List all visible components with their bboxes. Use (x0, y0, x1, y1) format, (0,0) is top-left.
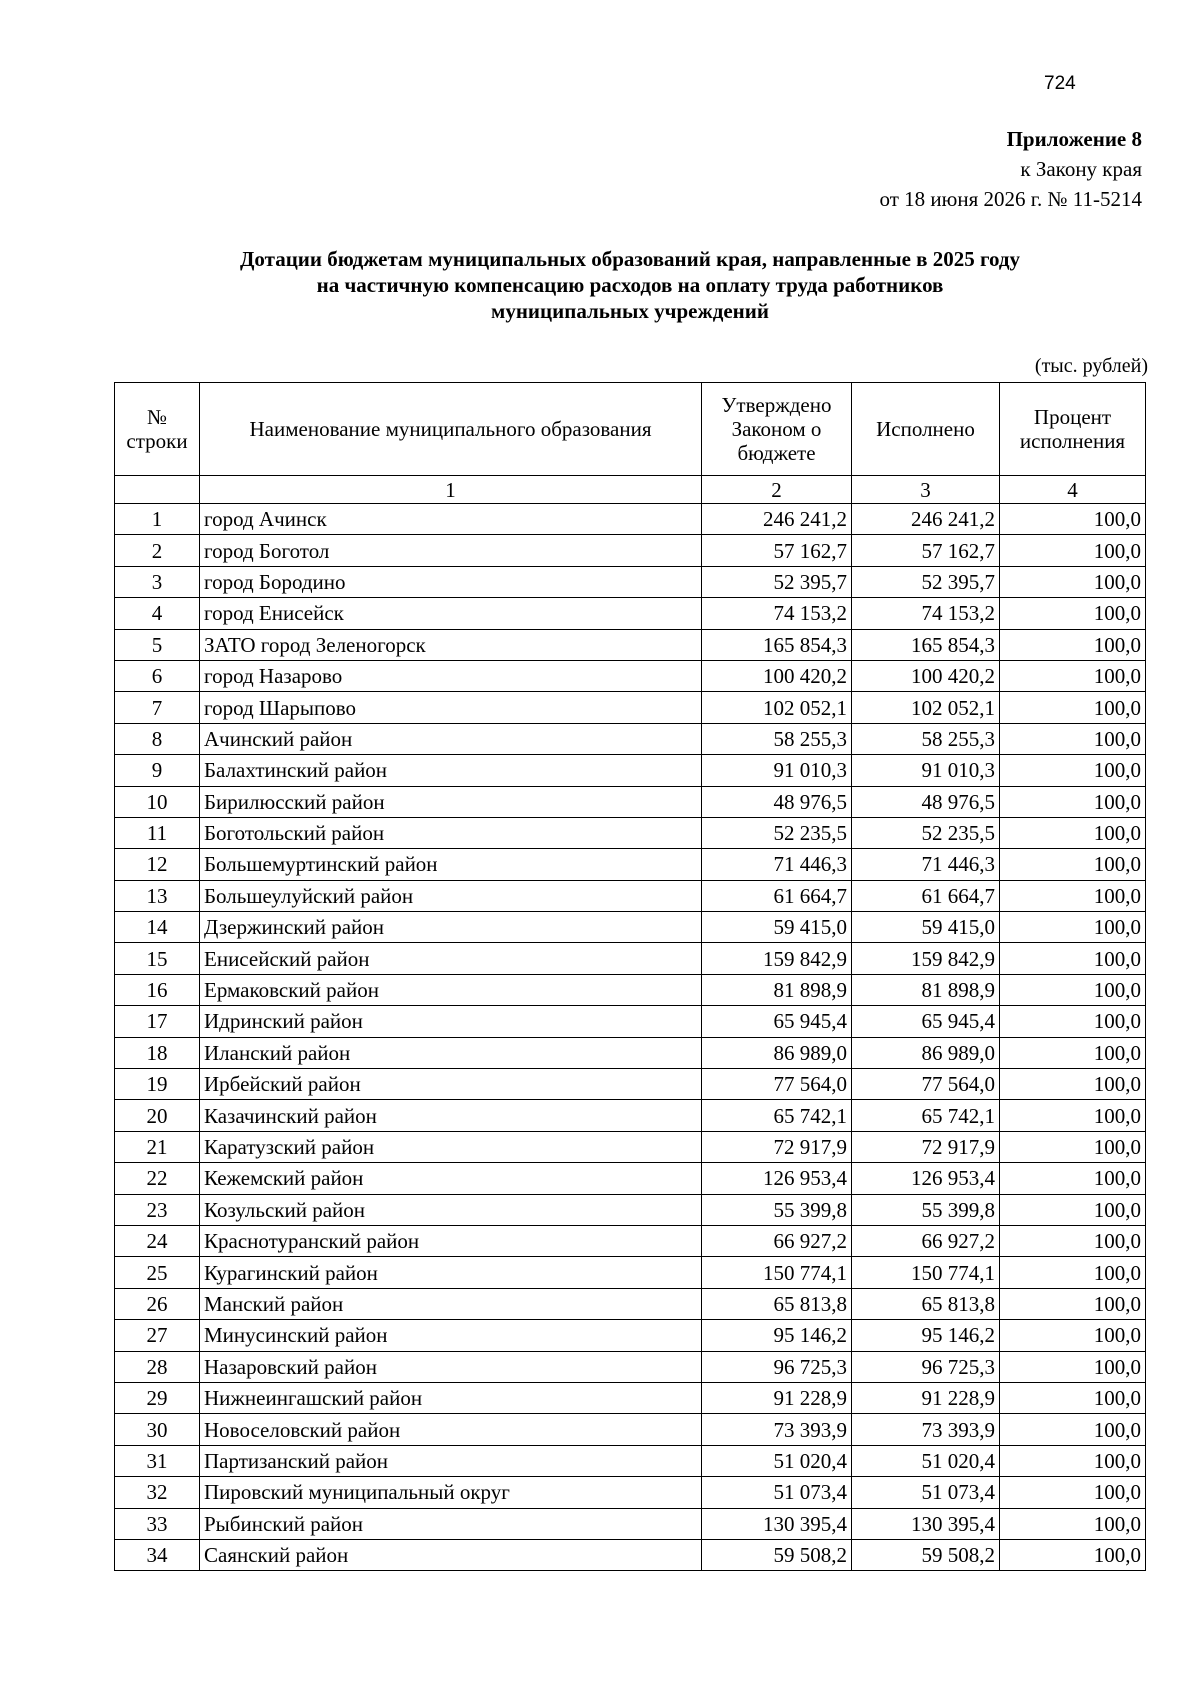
cell-approved: 102 052,1 (702, 692, 852, 723)
cell-municipality-name: Ирбейский район (200, 1069, 702, 1100)
table-row (115, 535, 1146, 566)
cell-executed: 72 917,9 (852, 1131, 1000, 1162)
appendix-law-reference: к Закону края (1020, 157, 1142, 181)
cell-executed: 86 989,0 (852, 1037, 1000, 1068)
cell-row-number: 7 (115, 692, 200, 723)
cell-row-number: 25 (115, 1257, 200, 1288)
cell-percent: 100,0 (1000, 1131, 1146, 1162)
cell-row-number: 32 (115, 1477, 200, 1508)
appendix-block (880, 124, 1142, 214)
units-label: (тыс. рублей) (1034, 355, 1148, 377)
cell-municipality-name: Партизанский район (200, 1445, 702, 1476)
cell-approved: 65 945,4 (702, 1006, 852, 1037)
column-index: 2 (702, 476, 852, 504)
header-row-number: № строки (115, 383, 200, 476)
cell-row-number: 9 (115, 755, 200, 786)
cell-percent: 100,0 (1000, 1414, 1146, 1445)
cell-municipality-name: Балахтинский район (200, 755, 702, 786)
cell-row-number: 30 (115, 1414, 200, 1445)
table-row (115, 1194, 1146, 1225)
cell-approved: 51 073,4 (702, 1477, 852, 1508)
cell-percent: 100,0 (1000, 1225, 1146, 1256)
cell-municipality-name: город Ачинск (200, 504, 702, 535)
cell-municipality-name: Бирилюсский район (200, 786, 702, 817)
cell-municipality-name: город Боготол (200, 535, 702, 566)
cell-approved: 91 010,3 (702, 755, 852, 786)
cell-municipality-name: Енисейский район (200, 943, 702, 974)
cell-municipality-name: Большемуртинский район (200, 849, 702, 880)
cell-executed: 48 976,5 (852, 786, 1000, 817)
column-index: 1 (200, 476, 702, 504)
cell-percent: 100,0 (1000, 1100, 1146, 1131)
cell-executed: 91 010,3 (852, 755, 1000, 786)
cell-percent: 100,0 (1000, 1069, 1146, 1100)
table-row (115, 598, 1146, 629)
cell-row-number: 29 (115, 1382, 200, 1413)
column-index-empty (115, 476, 200, 504)
table-row (115, 1508, 1146, 1539)
cell-approved: 58 255,3 (702, 723, 852, 754)
cell-municipality-name: Ермаковский район (200, 974, 702, 1005)
cell-executed: 52 395,7 (852, 566, 1000, 597)
cell-municipality-name: Казачинский район (200, 1100, 702, 1131)
cell-municipality-name: Дзержинский район (200, 912, 702, 943)
cell-municipality-name: Краснотуранский район (200, 1225, 702, 1256)
cell-percent: 100,0 (1000, 504, 1146, 535)
cell-row-number: 2 (115, 535, 200, 566)
table-row (115, 692, 1146, 723)
table-row (115, 566, 1146, 597)
cell-row-number: 18 (115, 1037, 200, 1068)
table-row (115, 755, 1146, 786)
cell-percent: 100,0 (1000, 660, 1146, 691)
cell-municipality-name: город Бородино (200, 566, 702, 597)
cell-row-number: 26 (115, 1288, 200, 1319)
cell-row-number: 21 (115, 1131, 200, 1162)
cell-approved: 74 153,2 (702, 598, 852, 629)
table-row (115, 1069, 1146, 1100)
cell-approved: 165 854,3 (702, 629, 852, 660)
table-row (115, 1037, 1146, 1068)
cell-percent: 100,0 (1000, 974, 1146, 1005)
document-title-line: на частичную компенсацию расходов на оплату труда работников (316, 273, 944, 297)
cell-row-number: 20 (115, 1100, 200, 1131)
cell-percent: 100,0 (1000, 566, 1146, 597)
cell-row-number: 4 (115, 598, 200, 629)
cell-executed: 130 395,4 (852, 1508, 1000, 1539)
cell-approved: 150 774,1 (702, 1257, 852, 1288)
cell-row-number: 17 (115, 1006, 200, 1037)
cell-row-number: 15 (115, 943, 200, 974)
cell-executed: 159 842,9 (852, 943, 1000, 974)
cell-approved: 95 146,2 (702, 1320, 852, 1351)
cell-municipality-name: Пировский муниципальный округ (200, 1477, 702, 1508)
table-row (115, 880, 1146, 911)
cell-row-number: 28 (115, 1351, 200, 1382)
cell-municipality-name: Рыбинский район (200, 1508, 702, 1539)
cell-municipality-name: Назаровский район (200, 1351, 702, 1382)
cell-executed: 102 052,1 (852, 692, 1000, 723)
cell-municipality-name: Большеулуйский район (200, 880, 702, 911)
cell-row-number: 31 (115, 1445, 200, 1476)
page-number: 724 (1044, 73, 1076, 94)
cell-municipality-name: Манский район (200, 1288, 702, 1319)
document-title-line: Дотации бюджетам муниципальных образований края, направленные в 2025 году (239, 247, 1021, 271)
header-municipality-name: Наименование муниципального образования (200, 383, 702, 476)
cell-percent: 100,0 (1000, 1445, 1146, 1476)
table-row (115, 1320, 1146, 1351)
cell-percent: 100,0 (1000, 598, 1146, 629)
cell-percent: 100,0 (1000, 880, 1146, 911)
cell-row-number: 6 (115, 660, 200, 691)
cell-municipality-name: Ачинский район (200, 723, 702, 754)
cell-percent: 100,0 (1000, 755, 1146, 786)
cell-row-number: 24 (115, 1225, 200, 1256)
cell-executed: 77 564,0 (852, 1069, 1000, 1100)
appendix-title: Приложение 8 (1006, 127, 1142, 151)
cell-percent: 100,0 (1000, 849, 1146, 880)
cell-percent: 100,0 (1000, 1508, 1146, 1539)
cell-executed: 165 854,3 (852, 629, 1000, 660)
cell-row-number: 22 (115, 1163, 200, 1194)
table-row (115, 1163, 1146, 1194)
cell-percent: 100,0 (1000, 1320, 1146, 1351)
cell-municipality-name: Минусинский район (200, 1320, 702, 1351)
cell-municipality-name: Иланский район (200, 1037, 702, 1068)
cell-approved: 81 898,9 (702, 974, 852, 1005)
cell-percent: 100,0 (1000, 1163, 1146, 1194)
cell-executed: 71 446,3 (852, 849, 1000, 880)
cell-row-number: 3 (115, 566, 200, 597)
table-row (115, 786, 1146, 817)
table-row (115, 817, 1146, 848)
cell-row-number: 23 (115, 1194, 200, 1225)
cell-executed: 150 774,1 (852, 1257, 1000, 1288)
cell-percent: 100,0 (1000, 535, 1146, 566)
table-row (115, 723, 1146, 754)
cell-percent: 100,0 (1000, 786, 1146, 817)
table-row (115, 1131, 1146, 1162)
cell-row-number: 8 (115, 723, 200, 754)
cell-municipality-name: ЗАТО город Зеленогорск (200, 629, 702, 660)
cell-row-number: 34 (115, 1539, 200, 1570)
table-row (115, 943, 1146, 974)
column-index: 4 (1000, 476, 1146, 504)
cell-row-number: 1 (115, 504, 200, 535)
cell-executed: 58 255,3 (852, 723, 1000, 754)
cell-percent: 100,0 (1000, 1194, 1146, 1225)
table-row (115, 1351, 1146, 1382)
table-row (115, 1288, 1146, 1319)
cell-municipality-name: Нижнеингашский район (200, 1382, 702, 1413)
cell-approved: 48 976,5 (702, 786, 852, 817)
cell-percent: 100,0 (1000, 817, 1146, 848)
column-index-row (115, 476, 1146, 504)
cell-executed: 59 508,2 (852, 1539, 1000, 1570)
cell-municipality-name: Каратузский район (200, 1131, 702, 1162)
cell-executed: 73 393,9 (852, 1414, 1000, 1445)
cell-percent: 100,0 (1000, 1351, 1146, 1382)
cell-executed: 57 162,7 (852, 535, 1000, 566)
cell-municipality-name: Курагинский район (200, 1257, 702, 1288)
cell-percent: 100,0 (1000, 692, 1146, 723)
header-approved: Утверждено Законом о бюджете (702, 383, 852, 476)
table-row (115, 1477, 1146, 1508)
cell-executed: 91 228,9 (852, 1382, 1000, 1413)
cell-executed: 65 945,4 (852, 1006, 1000, 1037)
cell-percent: 100,0 (1000, 1288, 1146, 1319)
cell-approved: 73 393,9 (702, 1414, 852, 1445)
cell-row-number: 27 (115, 1320, 200, 1351)
cell-approved: 52 395,7 (702, 566, 852, 597)
cell-approved: 159 842,9 (702, 943, 852, 974)
cell-percent: 100,0 (1000, 629, 1146, 660)
cell-percent: 100,0 (1000, 1037, 1146, 1068)
cell-row-number: 13 (115, 880, 200, 911)
cell-approved: 57 162,7 (702, 535, 852, 566)
cell-executed: 59 415,0 (852, 912, 1000, 943)
appendix-law-date: от 18 июня 2026 г. № 11-5214 (879, 187, 1142, 211)
cell-approved: 61 664,7 (702, 880, 852, 911)
cell-percent: 100,0 (1000, 943, 1146, 974)
cell-approved: 65 742,1 (702, 1100, 852, 1131)
cell-approved: 96 725,3 (702, 1351, 852, 1382)
table-row (115, 1539, 1146, 1570)
subsidies-table (114, 382, 1146, 1571)
cell-executed: 51 020,4 (852, 1445, 1000, 1476)
cell-approved: 51 020,4 (702, 1445, 852, 1476)
cell-row-number: 5 (115, 629, 200, 660)
table-row (115, 1414, 1146, 1445)
table-row (115, 1382, 1146, 1413)
table-header-row (115, 383, 1146, 476)
cell-executed: 65 813,8 (852, 1288, 1000, 1319)
cell-executed: 51 073,4 (852, 1477, 1000, 1508)
cell-executed: 74 153,2 (852, 598, 1000, 629)
cell-municipality-name: Кежемский район (200, 1163, 702, 1194)
table-row (115, 1225, 1146, 1256)
cell-approved: 52 235,5 (702, 817, 852, 848)
cell-executed: 52 235,5 (852, 817, 1000, 848)
cell-approved: 66 927,2 (702, 1225, 852, 1256)
table-row (115, 1257, 1146, 1288)
cell-municipality-name: город Енисейск (200, 598, 702, 629)
cell-approved: 59 508,2 (702, 1539, 852, 1570)
table-row (115, 504, 1146, 535)
cell-percent: 100,0 (1000, 723, 1146, 754)
cell-approved: 59 415,0 (702, 912, 852, 943)
cell-row-number: 33 (115, 1508, 200, 1539)
table-row (115, 849, 1146, 880)
cell-approved: 130 395,4 (702, 1508, 852, 1539)
cell-municipality-name: Саянский район (200, 1539, 702, 1570)
header-executed: Исполнено (852, 383, 1000, 476)
table-row (115, 912, 1146, 943)
cell-row-number: 14 (115, 912, 200, 943)
cell-executed: 65 742,1 (852, 1100, 1000, 1131)
cell-approved: 77 564,0 (702, 1069, 852, 1100)
cell-municipality-name: город Шарыпово (200, 692, 702, 723)
column-index: 3 (852, 476, 1000, 504)
cell-executed: 126 953,4 (852, 1163, 1000, 1194)
cell-municipality-name: Идринский район (200, 1006, 702, 1037)
cell-executed: 100 420,2 (852, 660, 1000, 691)
cell-approved: 86 989,0 (702, 1037, 852, 1068)
cell-approved: 72 917,9 (702, 1131, 852, 1162)
cell-approved: 91 228,9 (702, 1382, 852, 1413)
cell-row-number: 11 (115, 817, 200, 848)
cell-approved: 65 813,8 (702, 1288, 852, 1319)
cell-approved: 100 420,2 (702, 660, 852, 691)
cell-municipality-name: Козульский район (200, 1194, 702, 1225)
cell-executed: 96 725,3 (852, 1351, 1000, 1382)
cell-executed: 66 927,2 (852, 1225, 1000, 1256)
table-row (115, 1445, 1146, 1476)
cell-row-number: 19 (115, 1069, 200, 1100)
document-title-line: муниципальных учреждений (491, 299, 769, 323)
cell-approved: 71 446,3 (702, 849, 852, 880)
cell-executed: 55 399,8 (852, 1194, 1000, 1225)
table-row (115, 629, 1146, 660)
cell-executed: 246 241,2 (852, 504, 1000, 535)
cell-municipality-name: Новоселовский район (200, 1414, 702, 1445)
cell-percent: 100,0 (1000, 912, 1146, 943)
document-title (110, 246, 1150, 324)
cell-municipality-name: Боготольский район (200, 817, 702, 848)
table-row (115, 660, 1146, 691)
cell-percent: 100,0 (1000, 1477, 1146, 1508)
cell-executed: 61 664,7 (852, 880, 1000, 911)
cell-row-number: 12 (115, 849, 200, 880)
cell-row-number: 10 (115, 786, 200, 817)
cell-row-number: 16 (115, 974, 200, 1005)
cell-percent: 100,0 (1000, 1539, 1146, 1570)
cell-executed: 95 146,2 (852, 1320, 1000, 1351)
cell-approved: 246 241,2 (702, 504, 852, 535)
cell-executed: 81 898,9 (852, 974, 1000, 1005)
table-row (115, 1100, 1146, 1131)
table-row (115, 1006, 1146, 1037)
cell-municipality-name: город Назарово (200, 660, 702, 691)
header-percent: Процент исполнения (1000, 383, 1146, 476)
table-row (115, 974, 1146, 1005)
cell-percent: 100,0 (1000, 1257, 1146, 1288)
cell-percent: 100,0 (1000, 1006, 1146, 1037)
cell-percent: 100,0 (1000, 1382, 1146, 1413)
cell-approved: 55 399,8 (702, 1194, 852, 1225)
cell-approved: 126 953,4 (702, 1163, 852, 1194)
